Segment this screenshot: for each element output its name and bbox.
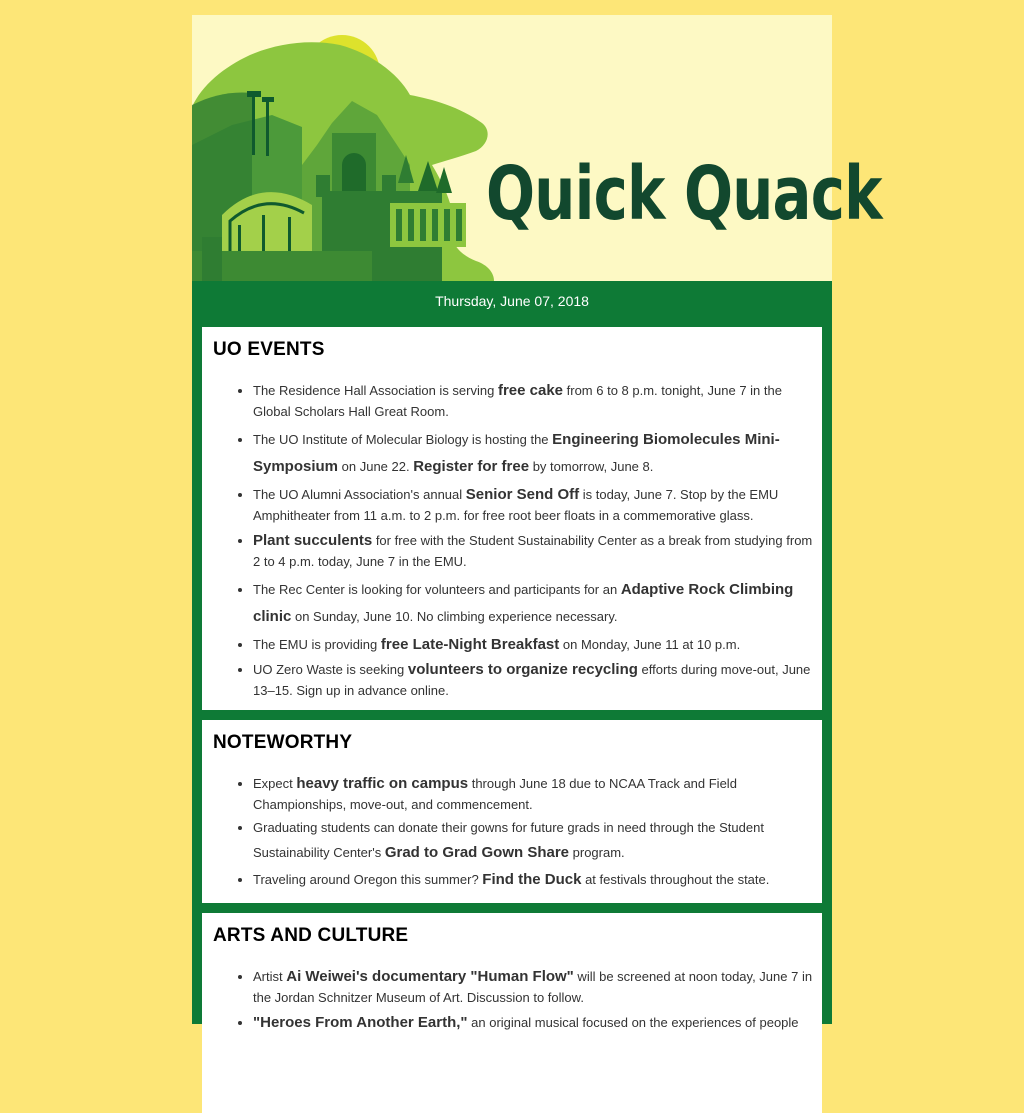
section-heading: ARTS AND CULTURE <box>213 925 409 946</box>
event-link[interactable]: volunteers to organize recycling <box>407 661 638 678</box>
duck-cityscape-illustration <box>192 15 832 281</box>
event-link[interactable]: free Late-Night Breakfast <box>380 636 560 653</box>
newsletter <box>192 15 882 1031</box>
arts-link[interactable]: "Heroes From Another Earth," <box>253 1014 468 1031</box>
list-item: • The EMU is providing free Late-Night Breakfast on Monday, June 11 at 10 p.m. <box>253 634 814 655</box>
register-link[interactable]: Register for free <box>413 458 530 475</box>
header-banner <box>192 15 882 281</box>
noteworthy-link[interactable]: Grad to Grad Gown Share <box>384 844 570 861</box>
arts-link[interactable]: Ai Weiwei's documentary "Human Flow" <box>286 968 574 985</box>
noteworthy-link[interactable]: Find the Duck <box>482 871 582 888</box>
newsletter-title: Quick Quack <box>486 151 882 237</box>
list-item: • Plant succulents for free with the Student Sustainability Center as a break from studying from 2 to 4 p.m. today, June 7 in the EMU. <box>253 530 814 572</box>
section-heading: UO EVENTS <box>213 339 325 360</box>
list-item: • Artist Ai Weiwei's documentary "Human Flow" will be screened at noon today, June 7 in the Jordan Schnitzer Museum of Art. Discussion to follow. <box>253 966 814 1008</box>
event-link[interactable]: Plant succulents <box>253 532 373 549</box>
event-link[interactable]: free cake <box>497 382 564 399</box>
section-noteworthy <box>202 720 822 903</box>
list-item: • "Heroes From Another Earth," an original musical focused on the experiences of people <box>253 1012 814 1033</box>
list-item: • Traveling around Oregon this summer? Find the Duck at festivals throughout the state. <box>253 869 814 890</box>
issue-date: Thursday, June 07, 2018 <box>435 293 589 309</box>
event-list <box>213 380 814 701</box>
event-link[interactable]: Senior Send Off <box>465 486 580 503</box>
section-uo-events <box>202 327 822 710</box>
noteworthy-link[interactable]: heavy traffic on campus <box>296 775 469 792</box>
noteworthy-list <box>213 773 814 890</box>
event-link[interactable]: Adaptive Rock Climbing clinic <box>253 581 794 625</box>
section-heading: NOTEWORTHY <box>213 732 353 753</box>
list-item: • Expect heavy traffic on campus through June 18 due to NCAA Track and Field Championships, move-out, and commencement. <box>253 773 814 815</box>
list-item: • UO Zero Waste is seeking volunteers to organize recycling efforts during move-out, June 13–15. Sign up in advance online. <box>253 659 814 701</box>
list-item: • The UO Alumni Association's annual Senior Send Off is today, June 7. Stop by the EMU Amphitheater from 11 a.m. to 2 p.m. for free root beer floats in a commemorative glass. <box>253 484 814 526</box>
event-link[interactable]: Engineering Biomolecules Mini-Symposium <box>253 431 780 475</box>
list-item: • The Residence Hall Association is serving free cake from 6 to 8 p.m. tonight, June 7 in the Global Scholars Hall Great Room. <box>253 380 814 422</box>
list-item: • The Rec Center is looking for volunteers and participants for an Adaptive Rock Climbing clinic on Sunday, June 10. No climbing experience necessary. <box>253 576 814 630</box>
list-item: • Graduating students can donate their gowns for future grads in need through the Student Sustainability Center's Grad to Grad Gown Share program. <box>253 815 814 865</box>
arts-list <box>213 966 814 1033</box>
list-item: • The UO Institute of Molecular Biology is hosting the Engineering Biomolecules Mini-Symposium on June 22. Register for free by tomorrow, June 8. <box>253 426 814 480</box>
section-arts-and-culture <box>202 913 822 1113</box>
